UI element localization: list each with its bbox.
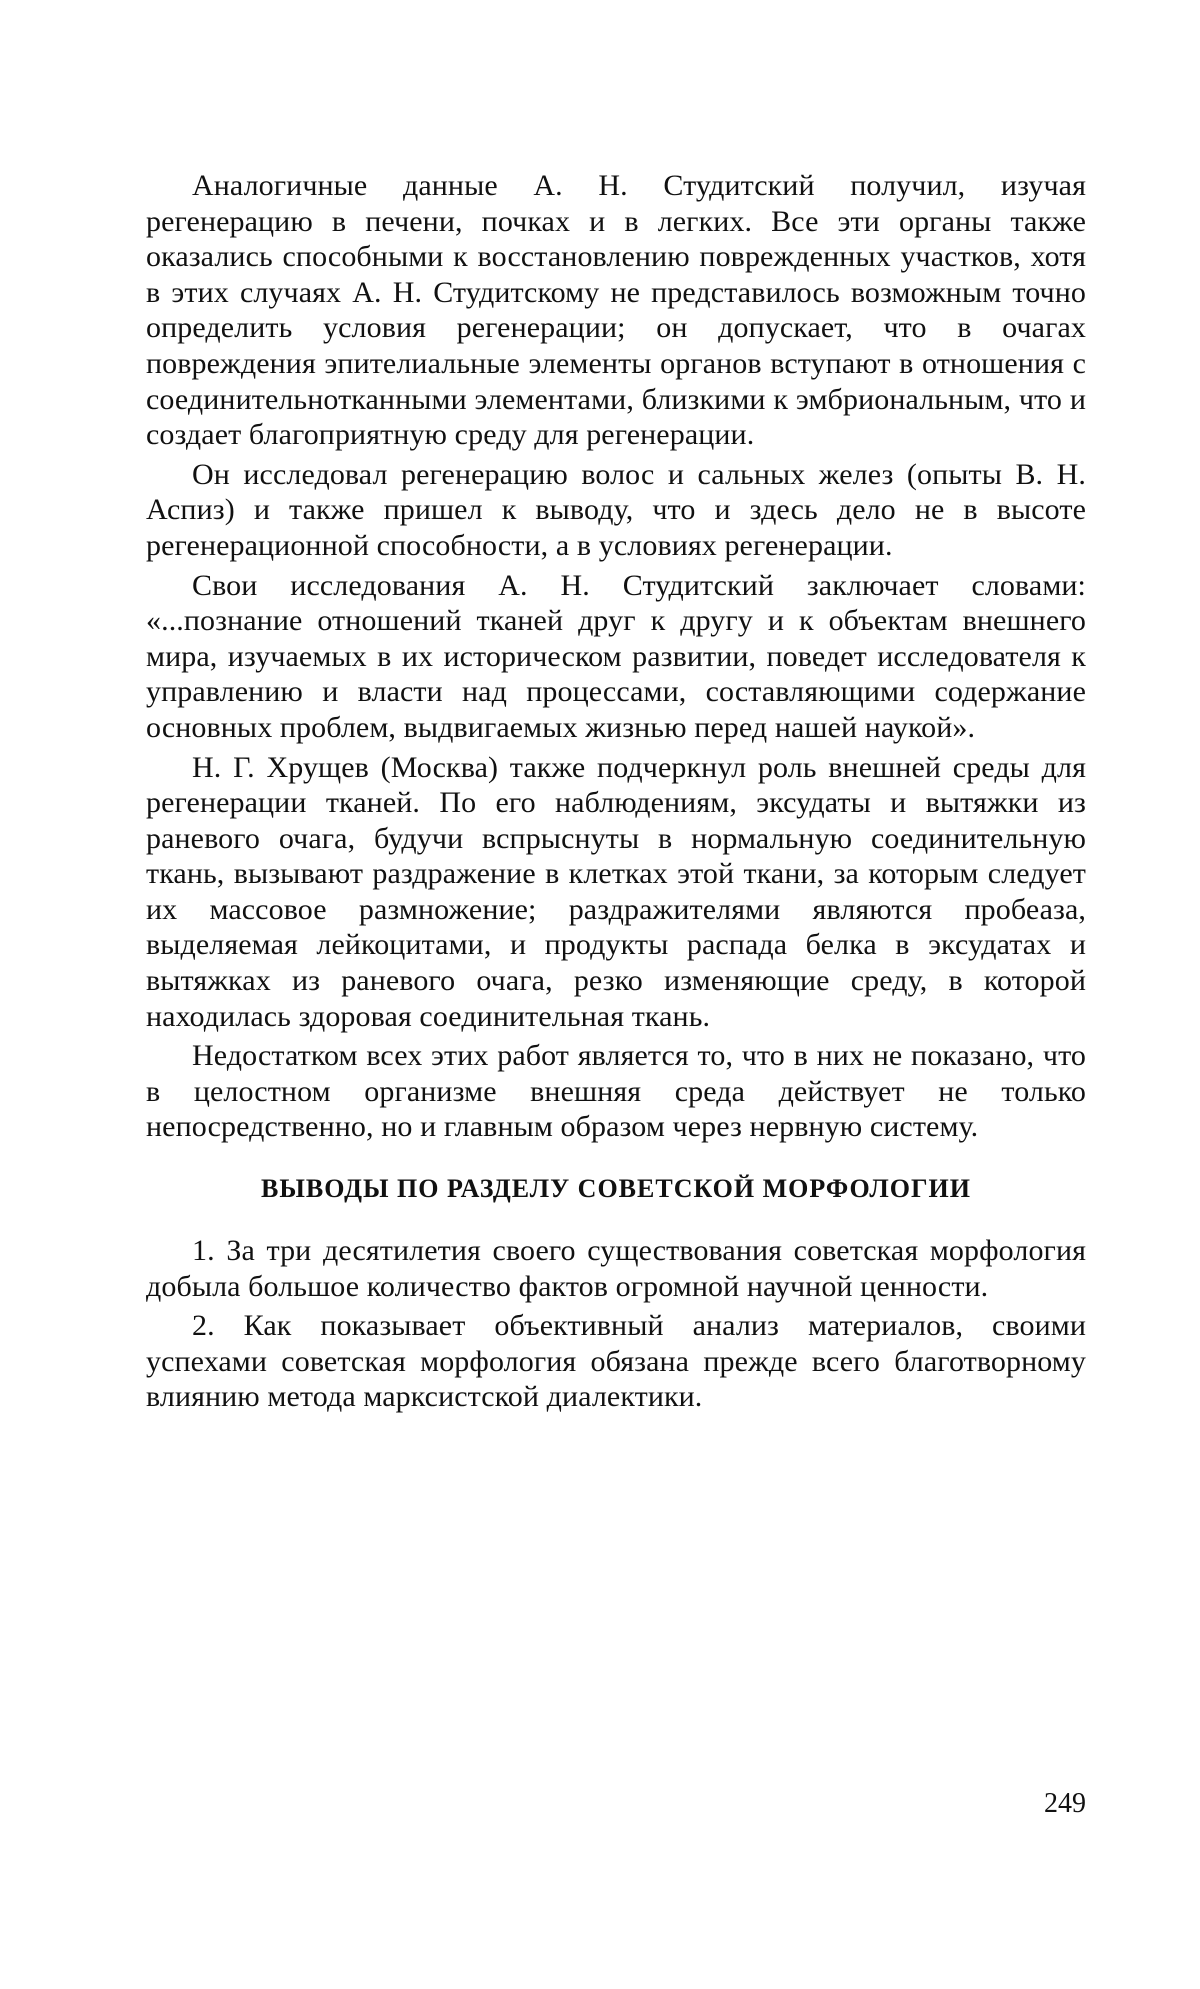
page-text [146,168,1086,1419]
section-heading: ВЫВОДЫ ПО РАЗДЕЛУ СОВЕТСКОЙ МОРФОЛОГИИ [261,1174,971,1204]
paragraph-studitsky-regeneration: Аналогичные данные А. Н. Студитский получил, изучая регенерацию в печени, почках и в легких. Все эти органы также оказались способными к восстановлению поврежденных участков, хотя в этих случаях А. Н. Студитскому не представилось возможным точно определить условия регенерации; он допускает, что в очагах повреждения эпителиальные элементы органов вступают в отношения с соединительнотканными элементами, близкими к эмбриональным, что и создает благоприятную среду для регенерации. [146,169,1086,452]
conclusion-item-1: 1. За три десятилетия своего существования советская морфология добыла большое количество фактов огромной научной ценности. [146,1234,1086,1303]
paragraph-shortcoming: Недостатком всех этих работ является то, что в них не показано, что в целостном организме внешняя среда действует не только непосредственно, но и главным образом через нервную систему. [146,1039,1086,1144]
paragraph-hair-glands: Он исследовал регенерацию волос и сальных желез (опыты В. Н. Аспиз) и также пришел к выводу, что и здесь дело не в высоте регенерационной способности, а в условиях регенерации. [146,457,1086,562]
conclusion-item-2: 2. Как показывает объективный анализ материалов, своими успехами советская морфология обязана прежде всего благотворному влиянию метода марксистской диалектики. [146,1309,1086,1414]
page-number: 249 [1044,1788,1086,1819]
paragraph-khrushchev: Н. Г. Хрущев (Москва) также подчеркнул роль внешней среды для регенерации тканей. По его наблюдениям, эксудаты и вытяжки из раневого очага, будучи вспрыснуты в нормальную соединительную ткань, вызывают раздражение в клетках этой ткани, за которым следует их массовое размножение; раздражителями являются пробеаза, выделяемая лейкоцитами, и продукты распада белка в эксудатах и вытяжках из раневого очага, резко изменяющие среду, в которой находилась здоровая соединительная ткань. [146,750,1086,1033]
paragraph-studitsky-quote: Свои исследования А. Н. Студитский заключает словами: «...познание отношений тканей друг к другу и к объектам внешнего мира, изучаемых в их историческом развитии, поведет исследователя к управлению и власти над процессами, составляющими содержание основных проблем, выдвигаемых жизнью перед нашей наукой». [146,568,1086,744]
